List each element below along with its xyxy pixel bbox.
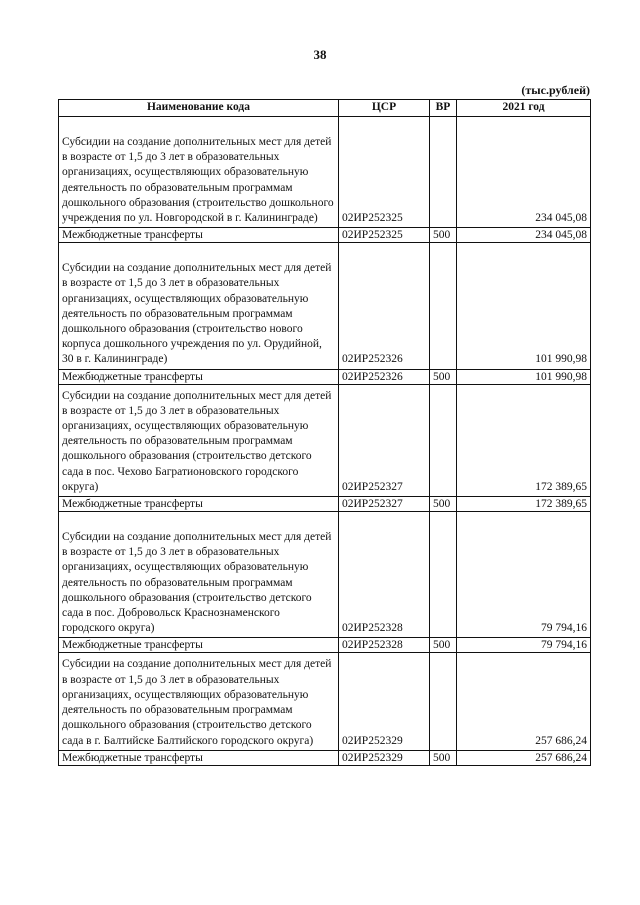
row-sum: 257 686,24 xyxy=(457,750,591,765)
row-sum: 101 990,98 xyxy=(457,243,591,369)
row-sum: 234 045,08 xyxy=(457,117,591,228)
row-sum: 172 389,65 xyxy=(457,384,591,496)
row-name: Межбюджетные трансферты xyxy=(59,228,339,243)
table-row xyxy=(59,243,591,369)
row-vr xyxy=(430,653,457,750)
row-csr: 02ИР252328 xyxy=(339,638,430,653)
row-name: Субсидии на создание дополнительных мест для детей в возрасте от 1,5 до 3 лет в образовательных организациях, осуществляющих образовательную деятельность по образовательным программам дошкольного образования (строительство нового корпуса дошкольного учреждения по ул. Орудийной, 30 в г. Калининграде) xyxy=(59,243,339,369)
row-name: Межбюджетные трансферты xyxy=(59,497,339,512)
table-row xyxy=(59,750,591,765)
row-csr: 02ИР252325 xyxy=(339,117,430,228)
row-csr: 02ИР252329 xyxy=(339,653,430,750)
row-vr: 500 xyxy=(430,638,457,653)
header-name: Наименование кода xyxy=(59,100,339,117)
row-vr: 500 xyxy=(430,750,457,765)
row-csr: 02ИР252328 xyxy=(339,512,430,638)
row-vr xyxy=(430,243,457,369)
row-name: Межбюджетные трансферты xyxy=(59,750,339,765)
row-vr: 500 xyxy=(430,369,457,384)
table-row xyxy=(59,384,591,496)
table-header-row xyxy=(59,100,591,117)
row-name: Межбюджетные трансферты xyxy=(59,369,339,384)
row-name: Субсидии на создание дополнительных мест для детей в возрасте от 1,5 до 3 лет в образовательных организациях, осуществляющих образовательную деятельность по образовательным программам дошкольного образования (строительство детского сада в пос. Добровольск Краснознаменского городского округа) xyxy=(59,512,339,638)
row-sum: 79 794,16 xyxy=(457,638,591,653)
budget-table xyxy=(58,99,591,766)
row-name: Межбюджетные трансферты xyxy=(59,638,339,653)
units-label: (тыс.рублей) xyxy=(521,83,590,97)
row-sum: 79 794,16 xyxy=(457,512,591,638)
row-csr: 02ИР252327 xyxy=(339,497,430,512)
table-row xyxy=(59,369,591,384)
table-row xyxy=(59,512,591,638)
row-name: Субсидии на создание дополнительных мест для детей в возрасте от 1,5 до 3 лет в образовательных организациях, осуществляющих образовательную деятельность по образовательным программам дошкольного образования (строительство дошкольного учреждения по ул. Новгородской в г. Калининграде) xyxy=(59,117,339,228)
table-row xyxy=(59,638,591,653)
row-vr: 500 xyxy=(430,228,457,243)
row-vr xyxy=(430,384,457,496)
row-sum: 172 389,65 xyxy=(457,497,591,512)
row-csr: 02ИР252329 xyxy=(339,750,430,765)
row-sum: 257 686,24 xyxy=(457,653,591,750)
header-vr: ВР xyxy=(430,100,457,117)
page-number: 38 xyxy=(313,47,327,62)
table-row xyxy=(59,497,591,512)
table-row xyxy=(59,653,591,750)
row-csr: 02ИР252327 xyxy=(339,384,430,496)
row-sum: 101 990,98 xyxy=(457,369,591,384)
row-vr: 500 xyxy=(430,497,457,512)
row-vr xyxy=(430,117,457,228)
row-vr xyxy=(430,512,457,638)
table-row xyxy=(59,117,591,228)
row-name: Субсидии на создание дополнительных мест для детей в возрасте от 1,5 до 3 лет в образовательных организациях, осуществляющих образовательную деятельность по образовательным программам дошкольного образования (строительство детского сада в г. Балтийске Балтийского городского округа) xyxy=(59,653,339,750)
header-csr: ЦСР xyxy=(339,100,430,117)
table-row xyxy=(59,228,591,243)
row-csr: 02ИР252325 xyxy=(339,228,430,243)
row-name: Субсидии на создание дополнительных мест для детей в возрасте от 1,5 до 3 лет в образовательных организациях, осуществляющих образовательную деятельность по образовательным программам дошкольного образования (строительство детского сада в пос. Чехово Багратионовского городского округа) xyxy=(59,384,339,496)
row-sum: 234 045,08 xyxy=(457,228,591,243)
row-csr: 02ИР252326 xyxy=(339,369,430,384)
header-year: 2021 год xyxy=(457,100,591,117)
row-csr: 02ИР252326 xyxy=(339,243,430,369)
